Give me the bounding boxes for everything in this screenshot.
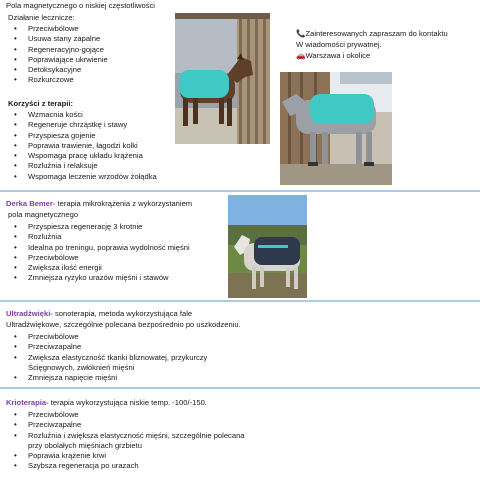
list-item: • Szybsza regeneracja po urazach [0, 461, 245, 471]
grey-horse-photo [280, 72, 392, 185]
ultrasound-title-line [6, 309, 192, 319]
bemer-title-line [6, 199, 192, 209]
list-item: • Wzmacnia kości [0, 110, 157, 120]
horse-stable-photo [175, 13, 270, 144]
list-item: • Idealna po treningu, poprawia wydolność mięśni [0, 243, 190, 253]
list-item: • Wspomaga leczenie wrzodów żołądka [0, 172, 157, 182]
phone-icon: 📞 [296, 29, 306, 38]
list-item: • Regeneracyjno-gojące [0, 45, 108, 55]
list-item: • Zwiększa elastyczność tkanki bliznowatej, przykurczy [0, 353, 207, 363]
ultrasound-desc: sonoterapia, metoda wykorzystująca fale [52, 309, 193, 318]
list-item: • Przeciwbólowe [0, 332, 207, 342]
section1-intro: Pola magnetycznego o niskiej częstotliwości [6, 1, 155, 10]
list-item: • Przyspiesza regenerację 3 krotnie [0, 222, 190, 232]
contact-line-1: Zainteresowanych zapraszam do kontaktu [305, 29, 448, 38]
cryo-title: Krioterapia- [6, 398, 49, 407]
list-item: • Usuwa stany zapalne [0, 34, 108, 44]
contact-block [296, 28, 448, 61]
ultrasound-list [0, 332, 207, 383]
list-item: • Rozkurczowe [0, 75, 108, 85]
bemer-title: Derka Bemer- [6, 199, 56, 208]
benefits-list [0, 110, 157, 182]
contact-line-3: Warszawa i okolice [305, 51, 371, 60]
list-item: • Zmniejsza ryzyko urazów mięśni i stawów [0, 273, 190, 283]
car-icon: 🚗 [296, 51, 306, 60]
section-divider [0, 300, 480, 302]
list-item: • Detoksykacyjne [0, 65, 108, 75]
list-item: • Przyspiesza gojenie [0, 131, 157, 141]
cryo-list [0, 410, 245, 472]
benefits-heading: Korzyści z terapii: [8, 99, 73, 108]
list-item: • Rozluźnia i zwiększa elastyczność mięśni, szczególnie polecana [0, 431, 245, 441]
section-divider [0, 387, 480, 389]
contact-line-2: W wiadomości prywatnej. [296, 40, 382, 49]
list-item: • Przeciwzapalne [0, 342, 207, 352]
bemer-desc: terapia mikrokrążenia z wykorzystaniem [55, 199, 193, 208]
bemer-list [0, 222, 190, 284]
list-item: • Rozluźnia [0, 232, 190, 242]
list-item: • Poprawia trawienie, łagodzi kolki [0, 141, 157, 151]
list-item: • Przeciwbólowe [0, 24, 108, 34]
list-item-continuation: przy obolałych mięśniach grzbietu [28, 440, 142, 450]
section-divider [0, 190, 480, 192]
effects-heading: Działanie lecznicze: [8, 13, 75, 22]
bemer-desc-2: pola magnetycznego [8, 210, 79, 219]
cryo-title-line [6, 398, 207, 408]
ultrasound-title: Ultradźwięki- [6, 309, 53, 318]
list-item: • Poprawiające ukrwienie [0, 55, 108, 65]
cryo-desc: terapia wykorzystująca niskie temp. -100/-150. [48, 398, 207, 407]
ultrasound-desc-2: Ultradźwiękowe, szczególnie polecana bezpośrednio po uszkodzeniu. [6, 320, 241, 329]
horse-bemer-photo [228, 195, 307, 298]
list-item-continuation: Ścięgnowych, zwłóknień mięśni [28, 362, 135, 372]
list-item: • Przeciwbólowe [0, 253, 190, 263]
list-item: • Zmniejsza napięcie mięśni [0, 373, 207, 383]
effects-list [0, 24, 108, 86]
list-item: • Przeciwzapalne [0, 420, 245, 430]
list-item: • Poprawia krążenie krwi [0, 451, 245, 461]
list-item: • Regeneruje chrząstkę i stawy [0, 120, 157, 130]
list-item: • Przeciwbólowe [0, 410, 245, 420]
list-item: • Zwiększa ilość energii [0, 263, 190, 273]
list-item: • Rozluźnia i relaksuje [0, 161, 157, 171]
list-item: • Wspomaga pracę układu krążenia [0, 151, 157, 161]
